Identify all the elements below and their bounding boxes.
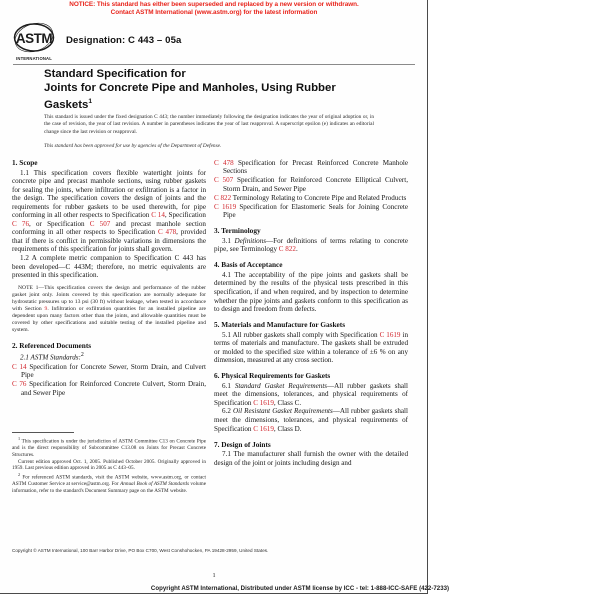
title-footnote-marker: 1 [88, 98, 92, 106]
ref-link-c1619-materials[interactable]: C 1619 [379, 330, 401, 339]
paragraph-5-1: 5.1 All rubber gaskets shall comply with Specification C 1619 in terms of materials and manufacture. The gaskets shall be extruded or molded to the specified size within a tolerance of ±6 % on any dimension, measured at any cross section. [214, 330, 408, 365]
footnote-2: $^2$ For referenced ASTM standards, visit the ASTM website, www.astm.org, or contact ASTM Customer Service at service@astm.org. For Annual Book of ASTM Standards volume information, refer to the standard's Document Summary page on the ASTM website. [12, 471, 206, 494]
superseded-notice [0, 1, 428, 16]
footnotes-block [12, 432, 206, 494]
page-title [44, 68, 374, 113]
paragraph-6-1: 6.1 Standard Gasket Requirements—All rubber gaskets shall meet the dimensions, tolerances, and physical requirements of Specification C 1619, Class C. [214, 381, 408, 407]
note-1: NOTE 1—This specification covers the design and performance of the rubber gasket joint only. Joints covered by this specification are normally adequate for hydrostatic pressures up to 13 psi (30 ft) without leakage, when tested in accordance with Section 9. Infiltration or exfiltration quantities for an installed pipeline are dependent upon many factors other than the joints, and allowable quantities must be covered by other specifications and suitable testing of the installed pipeline and system. [12, 284, 207, 334]
license-footer: Copyright ASTM International, Distributed under ASTM license by ICC - tel: 1-888-ICC-SAFE (422-7233) [150, 585, 450, 592]
section-heading-design-of-joints: 7. Design of Joints [214, 439, 271, 449]
right-column [214, 158, 408, 467]
ref-link-c76[interactable]: C 76 [12, 219, 30, 228]
footnote-1: $^1$ This specification is under the jurisdiction of ASTM Committee C13 on Concrete Pipe and is the direct responsibility of Subcommittee C13.08 on Joints for Precast Concrete Structures. [12, 436, 206, 458]
reference-item: C 822 Terminology Relating to Concrete Pipe and Related Products [214, 193, 407, 202]
ref-link-c507-list[interactable]: C 507 [214, 176, 234, 185]
ref-link-section-9[interactable]: 9 [44, 305, 48, 312]
boilerplate-paragraph-2: This standard has been approved for use by agencies of the Department of Defense. [44, 143, 222, 150]
svg-text:ASTM: ASTM [15, 31, 53, 46]
footnote-divider [12, 432, 74, 433]
paragraph-1-1: 1.1 This specification covers flexible watertight joints for concrete pipe and precast manhole sections, using rubber gaskets for sealing the joints, where infiltration or exfiltration is a factor in the design. The specification covers the design of joints and the requirements for rubber gaskets to be used therewith, for pipe conforming in all other respects to Specification C 14, Specification C 76, or Specification C 507 and precast manhole section conforming in all other respects to Specification C 478, provided that if there is conflict in permissible variations in dimensions the requirements of this specification for joints shall govern. [12, 168, 207, 254]
ref-link-c1619-class-c[interactable]: C 1619 [253, 398, 274, 407]
designation-label: Designation: C 443 – 05a [66, 35, 182, 46]
paragraph-4-1: 4.1 The acceptability of the pipe joints and gaskets shall be determined by the results of the physical tests prescribed in this specification, if and when required, and by inspection to determine whether the pipe joints and gaskets conform to this specification as to design and freedom from defects. [214, 270, 408, 314]
title-line-1: Standard Specification for [44, 68, 186, 80]
title-line-3: Gaskets$^1$ [44, 98, 92, 111]
reference-item: C 1619 Specification for Elastomeric Seals for Joining Concrete Pipe [214, 202, 408, 220]
section-heading-basis-of-acceptance: 4. Basis of Acceptance [214, 260, 283, 270]
ref-link-c822[interactable]: C 822 [278, 245, 296, 254]
astm-logo-icon [13, 22, 55, 56]
ref-link-c507[interactable]: C 507 [89, 219, 111, 228]
reference-item: C 478 Specification for Precast Reinforced Concrete Manhole Sections [214, 158, 409, 176]
astm-standards-subheading: 2.1 ASTM Standards:$^2$ [20, 352, 84, 362]
ref-link-c14[interactable]: C 14 [151, 211, 165, 220]
title-line-2: Joints for Concrete Pipe and Manholes, Using Rubber [44, 81, 336, 94]
reference-item: C 507 Specification for Reinforced Concrete Elliptical Culvert, Storm Drain, and Sewer Pipe [214, 176, 408, 193]
section-heading-physical-requirements: 6. Physical Requirements for Gaskets [214, 371, 331, 381]
paragraph-6-2: 6.2 Oil Resistant Gasket Requirements—All rubber gaskets shall meet the dimensions, tolerances, and physical requirements of Specification C 1619, Class D. [214, 407, 408, 433]
astm-logo [13, 22, 55, 64]
astm-standards-footnote-marker: 2 [80, 352, 84, 359]
footnote-edition: Current edition approved Oct. 1, 2005. Published October 2005. Originally approved in 1959. Last previous edition approved in 2005 as C 443–05. [12, 458, 206, 472]
section-heading-scope: 1. Scope [12, 158, 38, 167]
ref-link-c14-list[interactable]: C 14 [12, 362, 27, 371]
paragraph-3-1: 3.1 Definitions—For definitions of terms relating to concrete pipe, see Terminology C 822. [214, 236, 408, 254]
reference-item: C 76 Specification for Reinforced Concrete Culvert, Storm Drain, and Sewer Pipe [12, 380, 206, 397]
left-column [12, 158, 206, 397]
ref-link-c1619-class-d[interactable]: C 1619 [253, 424, 274, 433]
standard-boilerplate [44, 114, 374, 151]
ref-link-c822-list[interactable]: C 822 [214, 193, 232, 202]
ref-link-c478-list[interactable]: C 478 [214, 158, 234, 167]
note-1-label: NOTE 1— [18, 284, 45, 291]
paragraph-7-1: 7.1 The manufacturer shall furnish the owner with the detailed design of the joint or joints including design and [214, 450, 408, 467]
section-heading-referenced-documents: 2. Referenced Documents [12, 340, 92, 350]
notice-line-2: Contact ASTM International (www.astm.org) for the latest information [110, 8, 318, 16]
header-divider [13, 64, 415, 65]
section-heading-materials: 5. Materials and Manufacture for Gaskets [214, 320, 346, 330]
page-number: 1 [212, 572, 216, 579]
ref-link-c76-list[interactable]: C 76 [12, 380, 27, 389]
copyright-line: Copyright © ASTM International, 100 Barr Harbor Drive, PO Box C700, West Conshohocken, PA 19428-2959, United States. [12, 548, 269, 553]
astm-logo-subtext: INTERNATIONAL [16, 56, 52, 61]
ref-link-c478[interactable]: C 478 [157, 228, 177, 237]
section-heading-terminology: 3. Terminology [214, 226, 261, 236]
ref-link-c1619-list[interactable]: C 1619 [214, 202, 237, 211]
paragraph-1-2: 1.2 A complete metric companion to Specification C 443 has been developed—C 443M; therefore, no metric equivalents are presented in this specification. [12, 253, 206, 280]
reference-item: C 14 Specification for Concrete Sewer, Storm Drain, and Culvert Pipe [12, 362, 206, 380]
document-header [0, 20, 428, 66]
boilerplate-paragraph-1: This standard is issued under the fixed designation C 443; the number immediately following the designation indicates the year of original adoption or, in the case of revision, the year of last revision. A number in parentheses indicates the year of last reapproval. A superscript epsilon (e) indicates an editorial change since the last revision or reapproval. [44, 114, 374, 135]
notice-line-1: NOTICE: This standard has either been superseded and replaced by a new version or withdrawn. [69, 1, 359, 8]
